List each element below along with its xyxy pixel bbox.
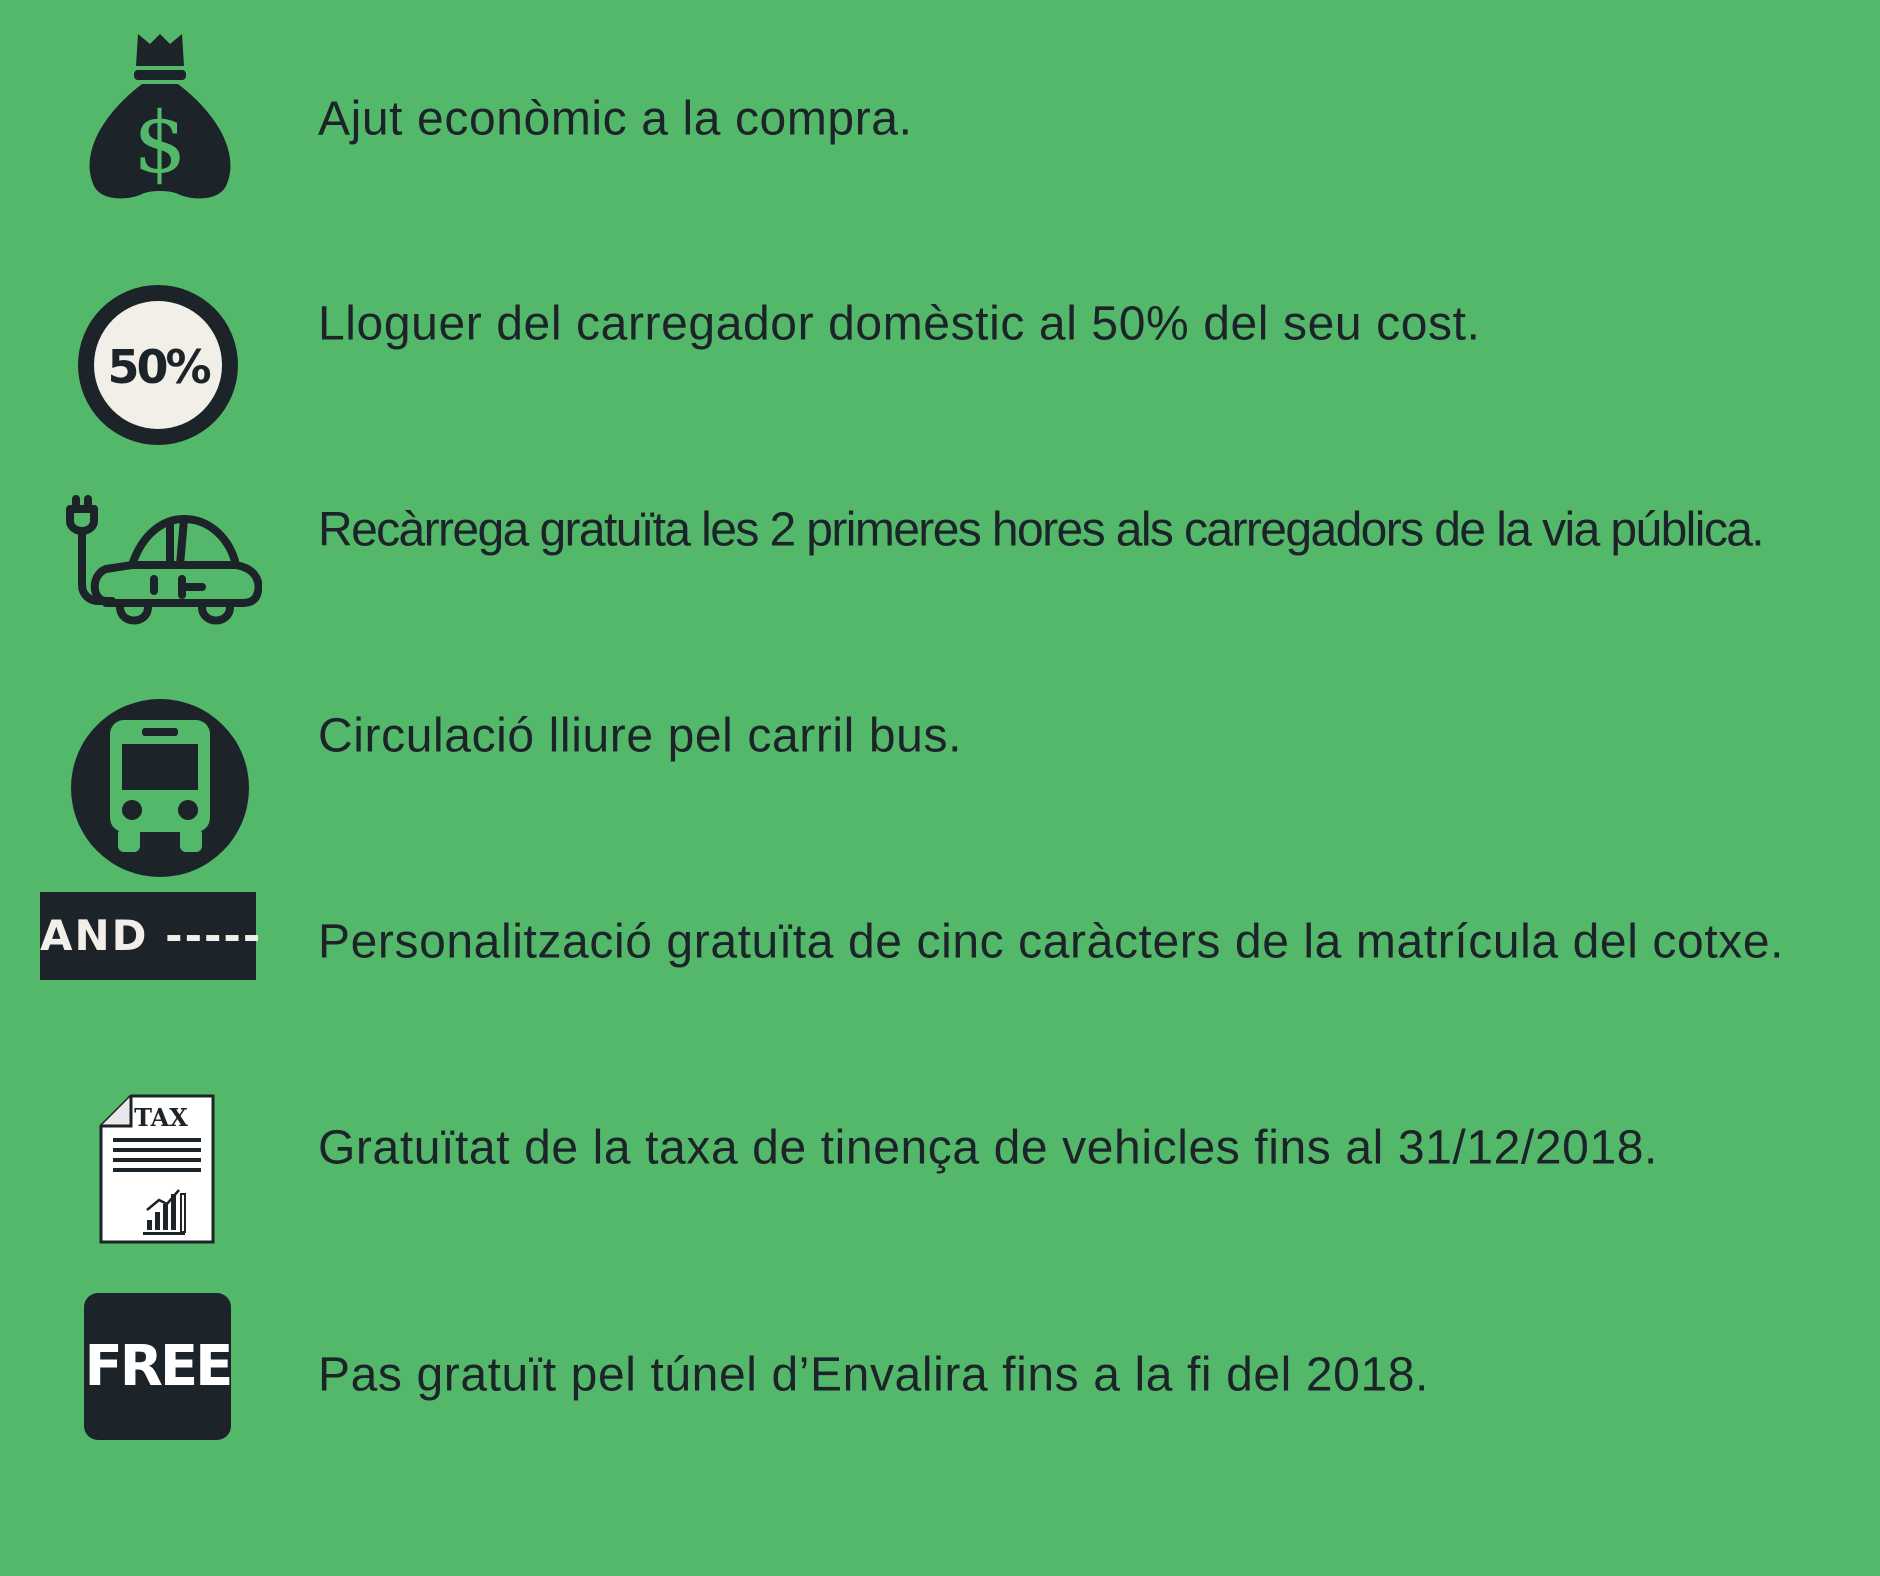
license-plate-icon — [0, 839, 320, 1045]
percent-badge-icon — [0, 221, 320, 427]
bus-icon — [0, 633, 320, 839]
benefit-text: Pas gratuït pel túnel d’Envalira fins a la fi del 2018. — [318, 1348, 1429, 1402]
free-badge-icon — [0, 1237, 320, 1443]
benefit-text: Ajut econòmic a la compra. — [318, 92, 913, 146]
money-bag-icon — [0, 16, 320, 222]
benefit-text: Circulació lliure pel carril bus. — [318, 709, 963, 763]
dollar-sign: $ — [133, 94, 187, 192]
tax-document-icon — [0, 1045, 320, 1251]
benefit-row — [0, 839, 1880, 1045]
benefit-text: Gratuïtat de la taxa de tinença de vehicles fins al 31/12/2018. — [318, 1121, 1658, 1175]
benefit-text: Lloguer del carregador domèstic al 50% del seu cost. — [318, 297, 1481, 351]
electric-car-icon — [0, 427, 320, 633]
benefit-row — [0, 16, 1880, 222]
benefit-row — [0, 1045, 1880, 1251]
benefit-row — [0, 1237, 1880, 1443]
tax-label: TAX — [134, 1103, 188, 1132]
benefit-row — [0, 633, 1880, 839]
benefit-text: Recàrrega gratuïta les 2 primeres hores als carregadors de la via pública. — [318, 503, 1764, 557]
benefit-row — [0, 427, 1880, 633]
plate-text: AND ----- — [40, 892, 256, 980]
percent-label: 50% — [107, 340, 209, 394]
benefit-row — [0, 221, 1880, 427]
free-label: FREE — [84, 1293, 231, 1440]
benefit-text: Personalització gratuïta de cinc caràcters de la matrícula del cotxe. — [318, 915, 1785, 969]
